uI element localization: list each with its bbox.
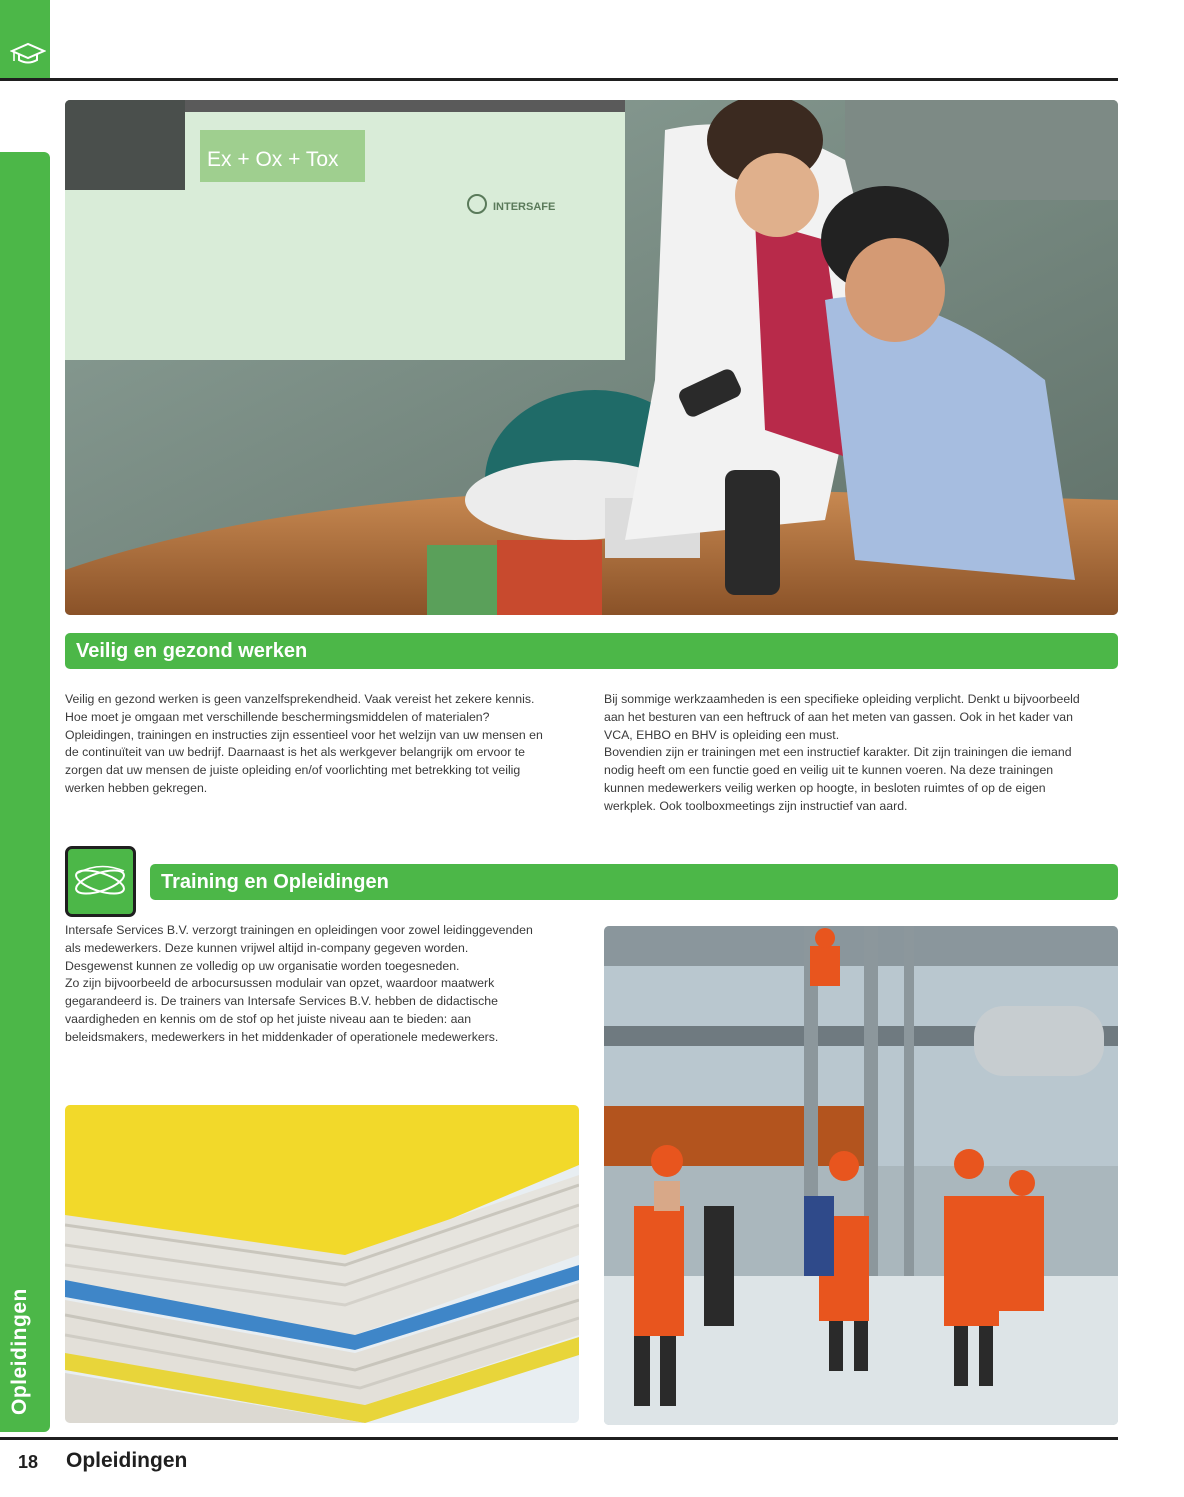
side-tab — [0, 152, 50, 1432]
text-line: nodig heeft om een functie goed en veilig uit te kunnen voeren. Na deze trainingen — [604, 763, 1054, 778]
text-line: Intersafe Services B.V. verzorgt trainingen en opleidingen voor zowel leidinggevenden — [65, 923, 533, 937]
text-line: kunnen medewerkers veilig werken op hoogte, in besloten ruimtes of op de eigen — [604, 780, 1046, 795]
text-line: zorgen dat uw mensen de juiste opleiding en/of voorlichting met betrekking tot veilig — [65, 763, 521, 778]
books-photo — [65, 1105, 579, 1423]
screen-logo-text: INTERSAFE — [493, 201, 556, 213]
text-line: Desgewenst kunnen ze volledig op uw organisatie worden toegesneden. — [65, 958, 460, 973]
section-title-veilig: Veilig en gezond werken — [65, 633, 1118, 669]
plant-photo — [604, 926, 1118, 1425]
section1-column-right — [604, 691, 1120, 816]
section1-column-left — [65, 691, 585, 798]
section2-body — [65, 922, 585, 1047]
text-line: werkplek. Ook toolboxmeetings zijn instructief van aard. — [604, 798, 908, 813]
text-line: werken hebben gekregen. — [65, 780, 208, 795]
top-tab — [0, 0, 50, 78]
text-line: vaardigheden en kennis om de stof op het juiste niveau aan te bieden: aan — [65, 1011, 472, 1026]
section-title-training: Training en Opleidingen — [150, 864, 1118, 900]
text-line: Hoe moet je omgaan met verschillende beschermingsmiddelen of materialen? — [65, 709, 490, 724]
footer-title: Opleidingen — [66, 1449, 188, 1472]
text-line: Veilig en gezond werken is geen vanzelfsprekendheid. Vaak vereist het zekere kennis. — [65, 692, 535, 706]
text-line: de continuïteit van uw bedrijf. Daarnaast is het als werkgever belangrijk om ervoor te — [65, 745, 525, 760]
page-number: 18 — [18, 1452, 39, 1472]
text-line: Bij sommige werkzaamheden is een specifieke opleiding verplicht. Denkt u bijvoorbeeld — [604, 692, 1080, 706]
text-line: Opleidingen, trainingen en instructies zijn essentieel voor het welzijn van uw mensen en — [65, 727, 543, 742]
text-line: als medewerkers. Deze kunnen vrijwel altijd in-company gegeven worden. — [65, 940, 469, 955]
screen-text: Ex + Ox + Tox — [207, 148, 339, 171]
atom-icon — [65, 846, 136, 917]
bottom-rule — [0, 1437, 1118, 1440]
text-line: aan het besturen van een heftruck of aan het meten van gassen. Ook in het kader van — [604, 709, 1073, 724]
graduation-cap-icon — [10, 40, 46, 66]
text-line: Bovendien zijn er trainingen met een instructief karakter. Dit zijn trainingen die iemand — [604, 745, 1072, 760]
side-tab-label: Opleidingen — [8, 1288, 31, 1415]
hero-photo — [65, 100, 1118, 615]
text-line: gegarandeerd is. De trainers van Intersafe Services B.V. hebben de didactische — [65, 994, 498, 1009]
text-line: VCA, EHBO en BHV is opleiding een must. — [604, 727, 840, 742]
top-rule — [0, 78, 1118, 81]
text-line: Zo zijn bijvoorbeeld de arbocursussen modulair van opzet, waardoor maatwerk — [65, 976, 495, 991]
text-line: beleidsmakers, medewerkers in het middenkader of operationele medewerkers. — [65, 1029, 499, 1044]
